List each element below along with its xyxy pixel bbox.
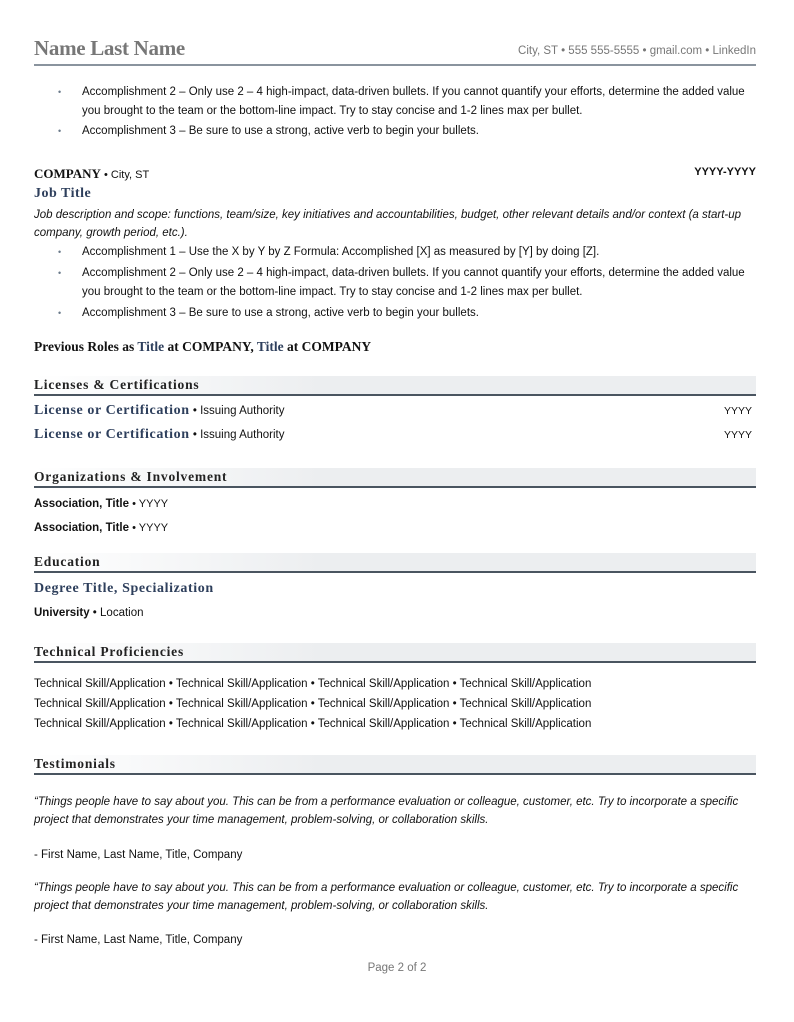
testimonial-author: - First Name, Last Name, Title, Company	[34, 849, 243, 861]
previous-roles-prefix: Previous Roles as	[34, 339, 138, 354]
section-heading: Education	[34, 554, 101, 569]
license-year: YYYY	[723, 429, 752, 441]
page-number: Page 2 of 2	[367, 962, 427, 974]
degree-title: Degree Title, Specialization	[34, 581, 214, 596]
testimonial-quote: “Things people have to say about you. This can be from a performance evaluation or colleague, customer, etc. Try to incorporate a specific project that demonstrates your time management, problem-solving, or collaboration skills.	[34, 796, 739, 826]
organization-item	[34, 519, 756, 537]
section-heading: Testimonials	[34, 756, 116, 771]
job-title: Job Title	[34, 186, 92, 201]
bullet: • Accomplishment 2 – Only use 2 – 4 high-impact, data-driven bullets. If you cannot quantify your efforts, determine the added value you brought to the team or the bottom-line impact. Try to stay concise and 1-2 lines max per bullet.	[34, 264, 756, 302]
skills-line: Technical Skill/Application • Technical Skill/Application • Technical Skill/Application • Technical Skill/Application	[34, 698, 592, 710]
previous-roles	[34, 339, 756, 355]
contact-info: City, ST • 555 555-5555 • gmail.com • LinkedIn	[518, 45, 756, 57]
previous-job-bullets	[34, 83, 756, 141]
skills-list	[34, 674, 756, 734]
organization-year: • YYYY	[129, 498, 169, 510]
section-education	[34, 553, 756, 573]
skills-line: Technical Skill/Application • Technical Skill/Application • Technical Skill/Application • Technical Skill/Application	[34, 718, 592, 730]
job-description: Job description and scope: functions, team/size, key initiatives and accountabilities, budget, other relevant details and/or context (a start-up company, growth period, etc.).	[34, 209, 742, 239]
section-licenses	[34, 376, 756, 396]
organization-item	[34, 495, 756, 513]
license-name: License or Certification	[34, 427, 190, 442]
organization-year: • YYYY	[129, 522, 169, 534]
issuing-authority: • Issuing Authority	[189, 429, 285, 441]
license-year: YYYY	[723, 405, 752, 417]
bullet: • Accomplishment 2 – Only use 2 – 4 high-impact, data-driven bullets. If you cannot quantify your efforts, determine the added value you brought to the team or the bottom-line impact. Try to stay concise and 1-2 lines max per bullet.	[34, 83, 756, 121]
bullet: • Accomplishment 1 – Use the X by Y by Z Formula: Accomplished [X] as measured by [Y] by doing [Z].	[34, 243, 756, 262]
university-name: University	[34, 607, 90, 619]
bullet: • Accomplishment 3 – Be sure to use a strong, active verb to begin your bullets.	[34, 122, 756, 141]
license-name: License or Certification	[34, 403, 190, 418]
issuing-authority: • Issuing Authority	[189, 405, 285, 417]
section-organizations	[34, 468, 756, 488]
job-dates: YYYY-YYYY	[694, 166, 756, 178]
section-heading: Technical Proficiencies	[34, 644, 185, 659]
candidate-name: Name Last Name	[34, 36, 185, 60]
organization-name: Association, Title	[34, 522, 130, 534]
job-header	[34, 166, 756, 182]
section-heading: Organizations & Involvement	[34, 469, 228, 484]
university	[34, 604, 756, 622]
testimonial-author: - First Name, Last Name, Title, Company	[34, 934, 243, 946]
previous-role-company: at COMPANY	[283, 339, 372, 354]
organization-name: Association, Title	[34, 498, 130, 510]
license-item	[34, 426, 756, 444]
previous-role-title: Title	[256, 339, 284, 354]
bullet: • Accomplishment 3 – Be sure to use a strong, active verb to begin your bullets.	[34, 304, 756, 323]
previous-role-title: Title	[137, 339, 165, 354]
previous-role-company: at COMPANY,	[164, 339, 257, 354]
skills-line: Technical Skill/Application • Technical Skill/Application • Technical Skill/Application • Technical Skill/Application	[34, 678, 592, 690]
company-location: • City, ST	[100, 169, 150, 181]
university-location: • Location	[89, 607, 144, 619]
header-divider	[34, 64, 756, 66]
license-item	[34, 402, 756, 420]
section-testimonials	[34, 755, 756, 775]
section-heading: Licenses & Certifications	[34, 377, 200, 392]
company-name: COMPANY	[34, 166, 101, 181]
section-technical	[34, 643, 756, 663]
testimonial-quote: “Things people have to say about you. This can be from a performance evaluation or colleague, customer, etc. Try to incorporate a specific project that demonstrates your time management, problem-solving, or collaboration skills.	[34, 882, 739, 912]
job-bullets	[34, 243, 756, 323]
